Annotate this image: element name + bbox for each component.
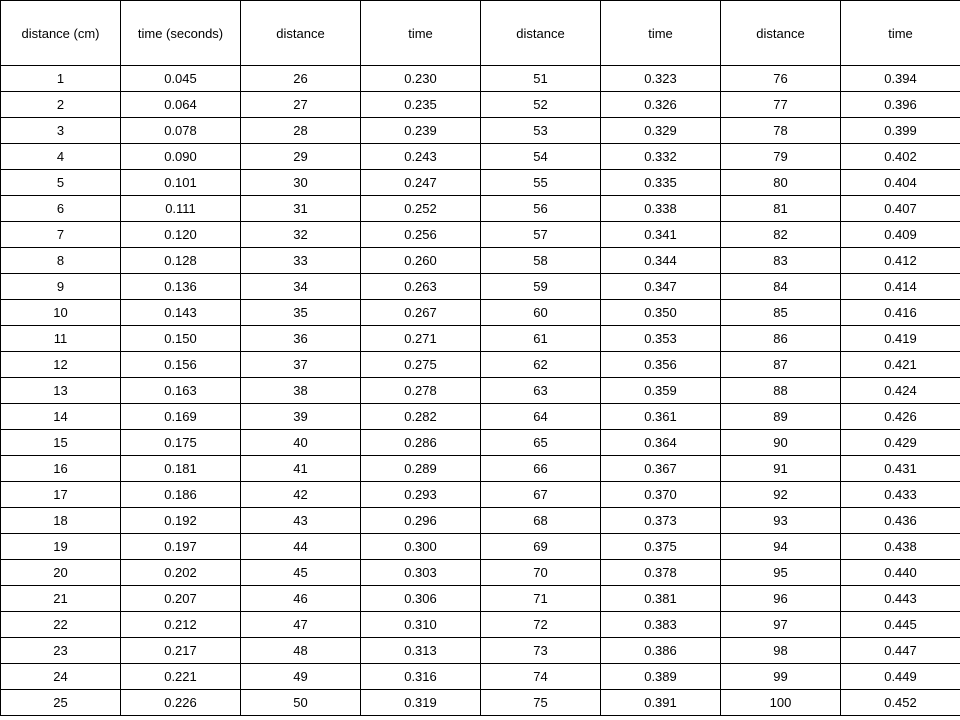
distance-cell: 70: [481, 560, 601, 586]
time-cell: 0.319: [361, 690, 481, 716]
distance-cell: 93: [721, 508, 841, 534]
distance-cell: 81: [721, 196, 841, 222]
time-cell: 0.286: [361, 430, 481, 456]
time-cell: 0.356: [601, 352, 721, 378]
header-distance-2: distance: [241, 1, 361, 66]
time-cell: 0.271: [361, 326, 481, 352]
distance-cell: 4: [1, 144, 121, 170]
time-cell: 0.375: [601, 534, 721, 560]
distance-cell: 16: [1, 456, 121, 482]
time-cell: 0.192: [121, 508, 241, 534]
time-cell: 0.353: [601, 326, 721, 352]
time-cell: 0.449: [841, 664, 960, 690]
table-row: [1, 326, 960, 352]
time-cell: 0.367: [601, 456, 721, 482]
time-cell: 0.090: [121, 144, 241, 170]
distance-cell: 84: [721, 274, 841, 300]
time-cell: 0.452: [841, 690, 960, 716]
time-cell: 0.310: [361, 612, 481, 638]
table-row: [1, 534, 960, 560]
distance-cell: 12: [1, 352, 121, 378]
distance-cell: 95: [721, 560, 841, 586]
table-row: [1, 456, 960, 482]
time-cell: 0.175: [121, 430, 241, 456]
time-cell: 0.289: [361, 456, 481, 482]
distance-cell: 10: [1, 300, 121, 326]
time-cell: 0.156: [121, 352, 241, 378]
distance-cell: 54: [481, 144, 601, 170]
time-cell: 0.226: [121, 690, 241, 716]
header-time-3: time: [601, 1, 721, 66]
distance-cell: 94: [721, 534, 841, 560]
time-cell: 0.275: [361, 352, 481, 378]
time-cell: 0.440: [841, 560, 960, 586]
time-cell: 0.344: [601, 248, 721, 274]
table-row: [1, 222, 960, 248]
table-row: [1, 482, 960, 508]
table-row: [1, 274, 960, 300]
table-row: [1, 378, 960, 404]
time-cell: 0.128: [121, 248, 241, 274]
distance-cell: 9: [1, 274, 121, 300]
time-cell: 0.143: [121, 300, 241, 326]
time-cell: 0.064: [121, 92, 241, 118]
table-row: [1, 66, 960, 92]
distance-cell: 78: [721, 118, 841, 144]
time-cell: 0.394: [841, 66, 960, 92]
time-cell: 0.150: [121, 326, 241, 352]
time-cell: 0.335: [601, 170, 721, 196]
distance-cell: 100: [721, 690, 841, 716]
distance-cell: 17: [1, 482, 121, 508]
table-row: [1, 170, 960, 196]
time-cell: 0.247: [361, 170, 481, 196]
time-cell: 0.359: [601, 378, 721, 404]
time-cell: 0.120: [121, 222, 241, 248]
time-cell: 0.414: [841, 274, 960, 300]
distance-cell: 24: [1, 664, 121, 690]
distance-cell: 18: [1, 508, 121, 534]
table-row: [1, 300, 960, 326]
distance-cell: 87: [721, 352, 841, 378]
time-cell: 0.443: [841, 586, 960, 612]
distance-cell: 88: [721, 378, 841, 404]
time-cell: 0.436: [841, 508, 960, 534]
time-cell: 0.306: [361, 586, 481, 612]
time-cell: 0.303: [361, 560, 481, 586]
distance-cell: 72: [481, 612, 601, 638]
distance-cell: 33: [241, 248, 361, 274]
header-distance-cm: distance (cm): [1, 1, 121, 66]
time-cell: 0.186: [121, 482, 241, 508]
time-cell: 0.338: [601, 196, 721, 222]
distance-cell: 76: [721, 66, 841, 92]
time-cell: 0.433: [841, 482, 960, 508]
header-row: [1, 1, 960, 66]
time-cell: 0.402: [841, 144, 960, 170]
time-cell: 0.332: [601, 144, 721, 170]
distance-cell: 30: [241, 170, 361, 196]
table-row: [1, 404, 960, 430]
time-cell: 0.383: [601, 612, 721, 638]
distance-cell: 53: [481, 118, 601, 144]
distance-cell: 62: [481, 352, 601, 378]
distance-cell: 3: [1, 118, 121, 144]
distance-cell: 29: [241, 144, 361, 170]
time-cell: 0.243: [361, 144, 481, 170]
distance-cell: 45: [241, 560, 361, 586]
distance-cell: 89: [721, 404, 841, 430]
time-cell: 0.181: [121, 456, 241, 482]
distance-cell: 11: [1, 326, 121, 352]
distance-cell: 79: [721, 144, 841, 170]
distance-cell: 58: [481, 248, 601, 274]
header-time-4: time: [841, 1, 960, 66]
time-cell: 0.221: [121, 664, 241, 690]
distance-cell: 66: [481, 456, 601, 482]
time-cell: 0.282: [361, 404, 481, 430]
table-row: [1, 560, 960, 586]
distance-cell: 2: [1, 92, 121, 118]
distance-cell: 90: [721, 430, 841, 456]
time-cell: 0.370: [601, 482, 721, 508]
time-cell: 0.373: [601, 508, 721, 534]
distance-cell: 36: [241, 326, 361, 352]
distance-cell: 51: [481, 66, 601, 92]
distance-cell: 80: [721, 170, 841, 196]
table-row: [1, 430, 960, 456]
table-row: [1, 248, 960, 274]
time-cell: 0.323: [601, 66, 721, 92]
time-cell: 0.445: [841, 612, 960, 638]
distance-cell: 19: [1, 534, 121, 560]
distance-cell: 31: [241, 196, 361, 222]
distance-cell: 60: [481, 300, 601, 326]
distance-cell: 25: [1, 690, 121, 716]
table-row: [1, 352, 960, 378]
time-cell: 0.296: [361, 508, 481, 534]
table-row: [1, 586, 960, 612]
time-cell: 0.391: [601, 690, 721, 716]
time-cell: 0.431: [841, 456, 960, 482]
time-cell: 0.341: [601, 222, 721, 248]
time-cell: 0.230: [361, 66, 481, 92]
distance-cell: 61: [481, 326, 601, 352]
distance-cell: 99: [721, 664, 841, 690]
distance-cell: 96: [721, 586, 841, 612]
table-row: [1, 690, 960, 716]
time-cell: 0.207: [121, 586, 241, 612]
distance-cell: 97: [721, 612, 841, 638]
time-cell: 0.078: [121, 118, 241, 144]
time-cell: 0.421: [841, 352, 960, 378]
distance-cell: 22: [1, 612, 121, 638]
time-cell: 0.412: [841, 248, 960, 274]
time-cell: 0.407: [841, 196, 960, 222]
distance-cell: 74: [481, 664, 601, 690]
time-cell: 0.396: [841, 92, 960, 118]
time-cell: 0.364: [601, 430, 721, 456]
time-cell: 0.267: [361, 300, 481, 326]
time-cell: 0.169: [121, 404, 241, 430]
distance-cell: 39: [241, 404, 361, 430]
time-cell: 0.329: [601, 118, 721, 144]
time-cell: 0.217: [121, 638, 241, 664]
time-cell: 0.197: [121, 534, 241, 560]
time-cell: 0.101: [121, 170, 241, 196]
distance-cell: 21: [1, 586, 121, 612]
distance-cell: 8: [1, 248, 121, 274]
time-cell: 0.136: [121, 274, 241, 300]
table-row: [1, 92, 960, 118]
distance-cell: 56: [481, 196, 601, 222]
distance-cell: 6: [1, 196, 121, 222]
distance-cell: 38: [241, 378, 361, 404]
time-cell: 0.316: [361, 664, 481, 690]
time-cell: 0.416: [841, 300, 960, 326]
time-cell: 0.419: [841, 326, 960, 352]
time-cell: 0.409: [841, 222, 960, 248]
distance-cell: 50: [241, 690, 361, 716]
table-row: [1, 196, 960, 222]
table-row: [1, 508, 960, 534]
time-cell: 0.300: [361, 534, 481, 560]
time-cell: 0.293: [361, 482, 481, 508]
time-cell: 0.252: [361, 196, 481, 222]
distance-cell: 42: [241, 482, 361, 508]
distance-cell: 28: [241, 118, 361, 144]
distance-cell: 23: [1, 638, 121, 664]
distance-cell: 98: [721, 638, 841, 664]
time-cell: 0.326: [601, 92, 721, 118]
table-row: [1, 612, 960, 638]
distance-cell: 63: [481, 378, 601, 404]
time-cell: 0.424: [841, 378, 960, 404]
time-cell: 0.447: [841, 638, 960, 664]
distance-cell: 40: [241, 430, 361, 456]
time-cell: 0.163: [121, 378, 241, 404]
distance-cell: 55: [481, 170, 601, 196]
distance-cell: 5: [1, 170, 121, 196]
header-distance-3: distance: [481, 1, 601, 66]
time-cell: 0.399: [841, 118, 960, 144]
distance-cell: 1: [1, 66, 121, 92]
distance-cell: 75: [481, 690, 601, 716]
distance-cell: 85: [721, 300, 841, 326]
distance-cell: 65: [481, 430, 601, 456]
time-cell: 0.429: [841, 430, 960, 456]
table-row: [1, 664, 960, 690]
time-cell: 0.260: [361, 248, 481, 274]
distance-cell: 67: [481, 482, 601, 508]
distance-cell: 86: [721, 326, 841, 352]
time-cell: 0.313: [361, 638, 481, 664]
time-cell: 0.381: [601, 586, 721, 612]
distance-cell: 13: [1, 378, 121, 404]
distance-cell: 37: [241, 352, 361, 378]
distance-cell: 44: [241, 534, 361, 560]
header-time-2: time: [361, 1, 481, 66]
distance-cell: 69: [481, 534, 601, 560]
table-row: [1, 638, 960, 664]
table-header: [1, 1, 960, 66]
time-cell: 0.347: [601, 274, 721, 300]
distance-cell: 34: [241, 274, 361, 300]
time-cell: 0.361: [601, 404, 721, 430]
distance-cell: 71: [481, 586, 601, 612]
table-row: [1, 144, 960, 170]
distance-cell: 77: [721, 92, 841, 118]
distance-cell: 64: [481, 404, 601, 430]
time-cell: 0.202: [121, 560, 241, 586]
distance-cell: 46: [241, 586, 361, 612]
time-cell: 0.212: [121, 612, 241, 638]
time-cell: 0.278: [361, 378, 481, 404]
distance-cell: 82: [721, 222, 841, 248]
distance-cell: 20: [1, 560, 121, 586]
distance-cell: 91: [721, 456, 841, 482]
distance-cell: 48: [241, 638, 361, 664]
distance-cell: 15: [1, 430, 121, 456]
time-cell: 0.263: [361, 274, 481, 300]
distance-cell: 52: [481, 92, 601, 118]
time-cell: 0.404: [841, 170, 960, 196]
distance-cell: 41: [241, 456, 361, 482]
distance-cell: 14: [1, 404, 121, 430]
time-cell: 0.386: [601, 638, 721, 664]
time-cell: 0.111: [121, 196, 241, 222]
distance-cell: 32: [241, 222, 361, 248]
distance-cell: 57: [481, 222, 601, 248]
table-body: [1, 66, 960, 716]
distance-cell: 68: [481, 508, 601, 534]
distance-cell: 7: [1, 222, 121, 248]
header-time-seconds: time (seconds): [121, 1, 241, 66]
table-row: [1, 118, 960, 144]
time-cell: 0.239: [361, 118, 481, 144]
header-distance-4: distance: [721, 1, 841, 66]
distance-cell: 73: [481, 638, 601, 664]
time-cell: 0.235: [361, 92, 481, 118]
time-cell: 0.350: [601, 300, 721, 326]
distance-cell: 47: [241, 612, 361, 638]
distance-cell: 26: [241, 66, 361, 92]
distance-cell: 92: [721, 482, 841, 508]
distance-cell: 27: [241, 92, 361, 118]
distance-cell: 43: [241, 508, 361, 534]
time-cell: 0.426: [841, 404, 960, 430]
distance-cell: 49: [241, 664, 361, 690]
distance-cell: 59: [481, 274, 601, 300]
time-cell: 0.438: [841, 534, 960, 560]
distance-cell: 35: [241, 300, 361, 326]
time-cell: 0.389: [601, 664, 721, 690]
time-cell: 0.378: [601, 560, 721, 586]
time-cell: 0.045: [121, 66, 241, 92]
time-cell: 0.256: [361, 222, 481, 248]
distance-cell: 83: [721, 248, 841, 274]
